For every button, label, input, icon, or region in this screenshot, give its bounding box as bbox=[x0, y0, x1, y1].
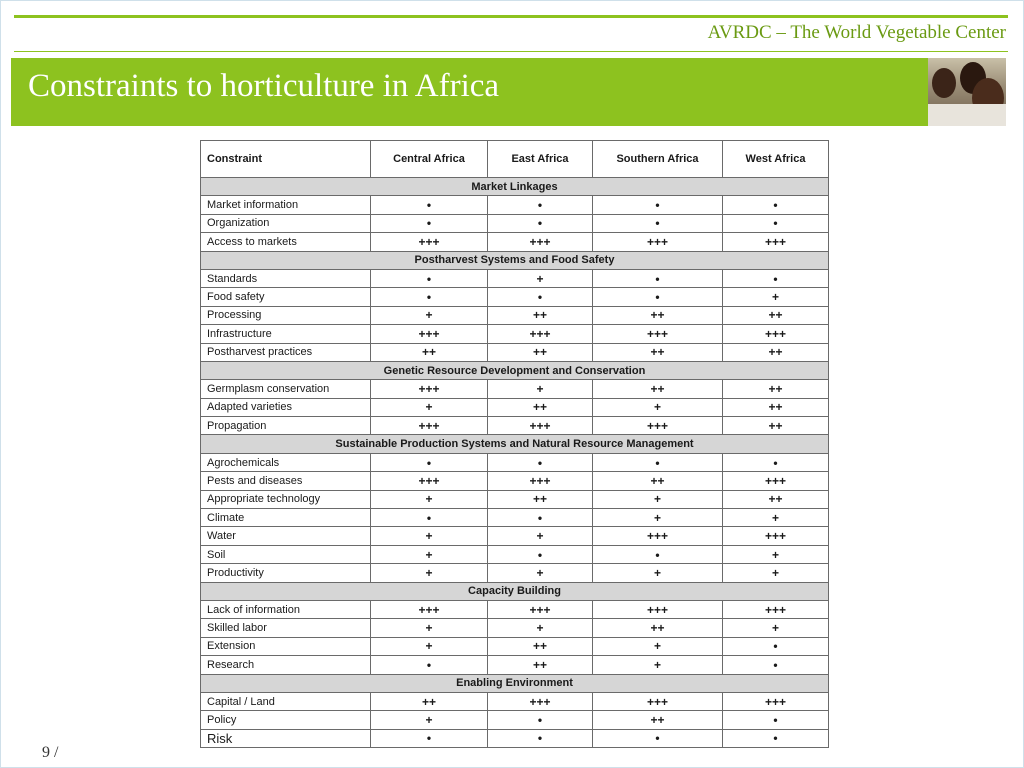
rating-cell: + bbox=[488, 619, 593, 637]
constraint-name: Productivity bbox=[201, 564, 371, 582]
constraint-name: Climate bbox=[201, 509, 371, 527]
rating-cell: ++ bbox=[488, 306, 593, 324]
rating-cell: • bbox=[593, 269, 723, 287]
rating-cell: ++ bbox=[723, 417, 829, 435]
rating-cell: + bbox=[723, 509, 829, 527]
rating-cell: ++ bbox=[488, 343, 593, 361]
rating-cell: • bbox=[723, 637, 829, 655]
constraint-name: Standards bbox=[201, 269, 371, 287]
table-row bbox=[201, 711, 829, 729]
table-row bbox=[201, 600, 829, 618]
rating-cell: + bbox=[723, 545, 829, 563]
rating-cell: • bbox=[371, 269, 488, 287]
table-row bbox=[201, 656, 829, 674]
constraint-name: Lack of information bbox=[201, 600, 371, 618]
constraint-name: Germplasm conservation bbox=[201, 380, 371, 398]
rating-cell: + bbox=[593, 656, 723, 674]
rating-cell: ++ bbox=[371, 692, 488, 710]
rating-cell: • bbox=[593, 288, 723, 306]
constraint-name: Food safety bbox=[201, 288, 371, 306]
constraint-name: Soil bbox=[201, 545, 371, 563]
rating-cell: • bbox=[371, 214, 488, 232]
rating-cell: ++ bbox=[371, 343, 488, 361]
section-row bbox=[201, 674, 829, 692]
rating-cell: • bbox=[488, 288, 593, 306]
column-header: West Africa bbox=[723, 141, 829, 178]
rating-cell: ++ bbox=[723, 398, 829, 416]
section-title: Sustainable Production Systems and Natural Resource Management bbox=[201, 435, 829, 453]
rating-cell: + bbox=[371, 711, 488, 729]
rating-cell: +++ bbox=[371, 233, 488, 251]
rating-cell: +++ bbox=[488, 692, 593, 710]
rating-cell: +++ bbox=[593, 527, 723, 545]
constraint-name: Postharvest practices bbox=[201, 343, 371, 361]
rating-cell: • bbox=[371, 656, 488, 674]
rating-cell: • bbox=[593, 453, 723, 471]
section-row bbox=[201, 178, 829, 196]
table-row bbox=[201, 214, 829, 232]
table-row bbox=[201, 619, 829, 637]
rating-cell: ++ bbox=[593, 472, 723, 490]
table-row bbox=[201, 729, 829, 747]
title-banner bbox=[11, 58, 928, 126]
table-row bbox=[201, 233, 829, 251]
rating-cell: • bbox=[723, 711, 829, 729]
table-body bbox=[201, 178, 829, 748]
constraints-table bbox=[200, 140, 829, 748]
table-row bbox=[201, 306, 829, 324]
rating-cell: +++ bbox=[723, 472, 829, 490]
rating-cell: + bbox=[723, 619, 829, 637]
constraint-name: Capital / Land bbox=[201, 692, 371, 710]
rating-cell: • bbox=[488, 711, 593, 729]
rating-cell: +++ bbox=[593, 325, 723, 343]
rating-cell: + bbox=[371, 527, 488, 545]
rating-cell: +++ bbox=[723, 325, 829, 343]
rating-cell: ++ bbox=[723, 380, 829, 398]
rating-cell: + bbox=[723, 288, 829, 306]
rating-cell: + bbox=[371, 619, 488, 637]
rating-cell: • bbox=[488, 453, 593, 471]
rating-cell: + bbox=[488, 527, 593, 545]
rating-cell: + bbox=[593, 637, 723, 655]
table-row bbox=[201, 398, 829, 416]
rating-cell: +++ bbox=[723, 527, 829, 545]
rating-cell: ++ bbox=[723, 343, 829, 361]
rating-cell: • bbox=[371, 196, 488, 214]
constraint-name: Water bbox=[201, 527, 371, 545]
rating-cell: • bbox=[723, 656, 829, 674]
rating-cell: • bbox=[723, 269, 829, 287]
section-row bbox=[201, 361, 829, 379]
rating-cell: + bbox=[371, 564, 488, 582]
table-row bbox=[201, 545, 829, 563]
rating-cell: + bbox=[371, 637, 488, 655]
rating-cell: + bbox=[593, 564, 723, 582]
rating-cell: ++ bbox=[593, 306, 723, 324]
rating-cell: • bbox=[488, 214, 593, 232]
constraint-name: Agrochemicals bbox=[201, 453, 371, 471]
rating-cell: +++ bbox=[371, 417, 488, 435]
table-row bbox=[201, 564, 829, 582]
rating-cell: + bbox=[488, 564, 593, 582]
constraint-name: Propagation bbox=[201, 417, 371, 435]
table-row bbox=[201, 196, 829, 214]
rating-cell: • bbox=[723, 453, 829, 471]
rating-cell: • bbox=[723, 196, 829, 214]
rating-cell: • bbox=[593, 214, 723, 232]
table-row bbox=[201, 637, 829, 655]
rating-cell: ++ bbox=[593, 619, 723, 637]
rating-cell: ++ bbox=[488, 637, 593, 655]
constraint-name: Infrastructure bbox=[201, 325, 371, 343]
rating-cell: +++ bbox=[593, 417, 723, 435]
rating-cell: +++ bbox=[371, 325, 488, 343]
rating-cell: +++ bbox=[723, 600, 829, 618]
table-row bbox=[201, 325, 829, 343]
rating-cell: • bbox=[488, 729, 593, 747]
column-header: Central Africa bbox=[371, 141, 488, 178]
rating-cell: + bbox=[371, 306, 488, 324]
rating-cell: ++ bbox=[488, 398, 593, 416]
constraint-name: Organization bbox=[201, 214, 371, 232]
constraint-name: Policy bbox=[201, 711, 371, 729]
table-header-row bbox=[201, 141, 829, 178]
rating-cell: +++ bbox=[593, 692, 723, 710]
rating-cell: • bbox=[488, 545, 593, 563]
constraint-name: Processing bbox=[201, 306, 371, 324]
rating-cell: + bbox=[723, 564, 829, 582]
rating-cell: +++ bbox=[488, 417, 593, 435]
table-row bbox=[201, 380, 829, 398]
rating-cell: + bbox=[371, 545, 488, 563]
rating-cell: + bbox=[593, 509, 723, 527]
rating-cell: +++ bbox=[488, 600, 593, 618]
constraint-name: Access to markets bbox=[201, 233, 371, 251]
section-row bbox=[201, 251, 829, 269]
table-row bbox=[201, 343, 829, 361]
rating-cell: ++ bbox=[488, 656, 593, 674]
constraint-name: Skilled labor bbox=[201, 619, 371, 637]
rating-cell: ++ bbox=[488, 490, 593, 508]
section-row bbox=[201, 435, 829, 453]
rating-cell: ++ bbox=[723, 490, 829, 508]
table-row bbox=[201, 692, 829, 710]
page-number: 9 / bbox=[42, 744, 59, 761]
rating-cell: + bbox=[371, 490, 488, 508]
constraints-table-wrap bbox=[200, 140, 828, 748]
top-rule bbox=[14, 15, 1008, 18]
section-title: Enabling Environment bbox=[201, 674, 829, 692]
rating-cell: ++ bbox=[593, 380, 723, 398]
table-row bbox=[201, 417, 829, 435]
children-photo bbox=[928, 58, 1006, 126]
rating-cell: +++ bbox=[488, 325, 593, 343]
rating-cell: ++ bbox=[723, 306, 829, 324]
table-row bbox=[201, 490, 829, 508]
rating-cell: +++ bbox=[488, 233, 593, 251]
table-row bbox=[201, 288, 829, 306]
rating-cell: • bbox=[593, 545, 723, 563]
rating-cell: • bbox=[371, 288, 488, 306]
constraint-name: Pests and diseases bbox=[201, 472, 371, 490]
constraint-name: Research bbox=[201, 656, 371, 674]
rating-cell: + bbox=[593, 490, 723, 508]
rating-cell: +++ bbox=[371, 472, 488, 490]
rating-cell: +++ bbox=[593, 600, 723, 618]
section-title: Capacity Building bbox=[201, 582, 829, 600]
table-row bbox=[201, 509, 829, 527]
slide-title: Constraints to horticulture in Africa bbox=[28, 68, 500, 104]
rating-cell: • bbox=[593, 196, 723, 214]
table-row bbox=[201, 527, 829, 545]
rating-cell: + bbox=[371, 398, 488, 416]
rating-cell: • bbox=[371, 509, 488, 527]
rating-cell: + bbox=[488, 269, 593, 287]
section-title: Market Linkages bbox=[201, 178, 829, 196]
section-title: Genetic Resource Development and Conservation bbox=[201, 361, 829, 379]
rating-cell: +++ bbox=[371, 380, 488, 398]
rating-cell: • bbox=[593, 729, 723, 747]
rating-cell: • bbox=[371, 453, 488, 471]
constraint-name: Appropriate technology bbox=[201, 490, 371, 508]
table-row bbox=[201, 453, 829, 471]
rating-cell: • bbox=[723, 729, 829, 747]
organization-name: AVRDC – The World Vegetable Center bbox=[707, 22, 1006, 43]
column-header: Constraint bbox=[201, 141, 371, 178]
table-row bbox=[201, 472, 829, 490]
rating-cell: ++ bbox=[593, 343, 723, 361]
constraint-name: Risk bbox=[201, 729, 371, 747]
rating-cell: +++ bbox=[593, 233, 723, 251]
rating-cell: ++ bbox=[593, 711, 723, 729]
column-header: East Africa bbox=[488, 141, 593, 178]
rating-cell: + bbox=[593, 398, 723, 416]
section-row bbox=[201, 582, 829, 600]
constraint-name: Market information bbox=[201, 196, 371, 214]
rating-cell: + bbox=[488, 380, 593, 398]
rating-cell: +++ bbox=[488, 472, 593, 490]
rating-cell: • bbox=[723, 214, 829, 232]
section-title: Postharvest Systems and Food Safety bbox=[201, 251, 829, 269]
rating-cell: +++ bbox=[371, 600, 488, 618]
rating-cell: +++ bbox=[723, 692, 829, 710]
rating-cell: • bbox=[488, 196, 593, 214]
table-row bbox=[201, 269, 829, 287]
rating-cell: +++ bbox=[723, 233, 829, 251]
top-rule-thin bbox=[14, 51, 1008, 52]
rating-cell: • bbox=[488, 509, 593, 527]
rating-cell: • bbox=[371, 729, 488, 747]
constraint-name: Extension bbox=[201, 637, 371, 655]
constraint-name: Adapted varieties bbox=[201, 398, 371, 416]
column-header: Southern Africa bbox=[593, 141, 723, 178]
